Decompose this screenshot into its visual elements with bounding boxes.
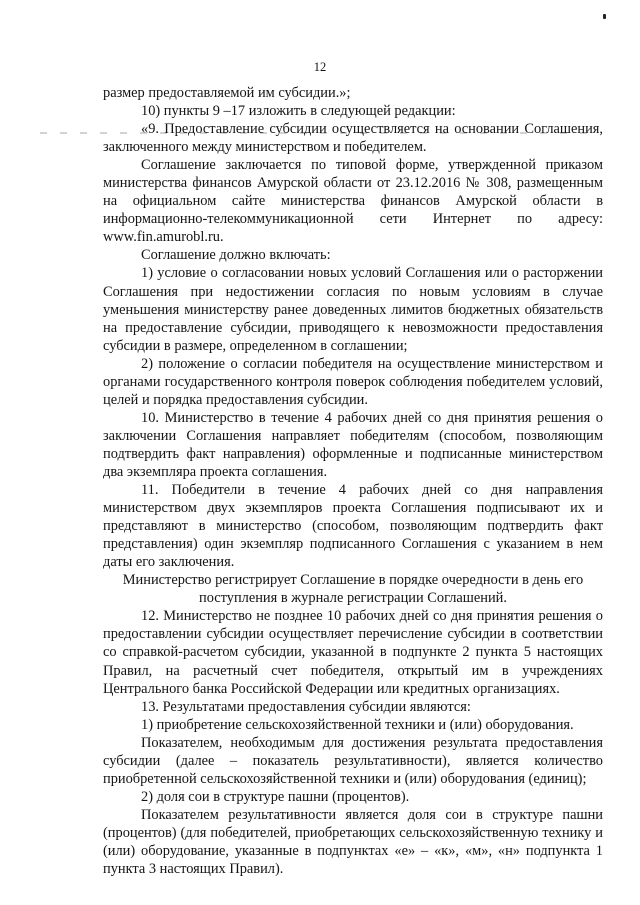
document-body (103, 84, 603, 878)
paragraph: Соглашение заключается по типовой форме, утвержденной приказом министерства финансов Амурской области от 23.12.2016 № 308, размещенным на официальном сайте министерства финансов Амурской области в информационно-телекоммуникационной сети Интернет по адресу: www.fin.amurobl.ru. (103, 157, 603, 246)
paragraph: размер предоставляемой им субсидии.»; (103, 85, 351, 101)
paragraph: 1) условие о согласовании новых условий Соглашения или о расторжении Соглашения при недостижении согласия по новым условиям в случае уменьшения министерству ранее доведенных лимитов бюджетных обязательств на предоставление субсидии, приводящего к невозможности предоставления субсидии в размере, определенном в соглашении; (103, 265, 603, 354)
paragraph: 2) доля сои в структуре пашни (процентов). (141, 788, 410, 805)
page-number: 12 (313, 60, 327, 74)
paragraph: Министерство регистрирует Соглашение в порядке очередности в день его поступления в журнале регистрации Соглашений. (122, 572, 584, 607)
paragraph: 12. Министерство не позднее 10 рабочих дней со дня принятия решения о предоставлении субсидии осуществляет перечисление субсидии в соответствии со справкой-расчетом субсидии, указанной в подпункте 2 пункта 5 настоящих Правил, на расчетный счет победителя, открытый им в учреждениях Центрального банка Российской Федерации или кредитных организациях. (103, 608, 603, 697)
paragraph: 10. Министерство в течение 4 рабочих дней со дня принятия решения о заключении Соглашения направляет победителям (способом, позволяющим подтвердить факт направления) оформленные и подписанные министерством два экземпляра проекта соглашения. (103, 409, 603, 480)
paragraph: 2) положение о согласии победителя на осуществление министерством и органами государственного контроля поверок соблюдения победителем условий, целей и порядка предоставления субсидии. (103, 355, 603, 408)
scan-speck (603, 14, 606, 19)
paragraph: 13. Результатами предоставления субсидии являются: (141, 698, 471, 715)
paragraph: Показателем результативности является доля сои в структуре пашни (процентов) (для победителей, приобретающих сельскохозяйственную технику и (или) оборудование, указанные в подпунктах «е» – «к», «м», «н» подпункта 1 пункта 3 настоящих Правил). (103, 806, 603, 878)
paragraph: Показателем, необходимым для достижения результата предоставления субсидии (далее – показатель результативности), является количество приобретенной сельскохозяйственной техники и (или) оборудования (единиц); (103, 734, 603, 787)
paragraph: 10) пункты 9 –17 изложить в следующей редакции: (141, 103, 456, 120)
paragraph: Соглашение должно включать: (141, 247, 331, 264)
paragraph: 11. Победители в течение 4 рабочих дней со дня направления министерством двух экземпляров проекта Соглашения подписывают их и представляют в министерство (способом, позволяющим подтвердить факт представления) один экземпляр подписанного Соглашения с указанием в нем даты его заключения. (103, 482, 603, 571)
paragraph: «9. Предоставление субсидии осуществляется на основании Соглашения, заключенного между министерством и победителем. (103, 121, 603, 156)
paragraph: 1) приобретение сельскохозяйственной техники и (или) оборудования. (141, 716, 574, 733)
